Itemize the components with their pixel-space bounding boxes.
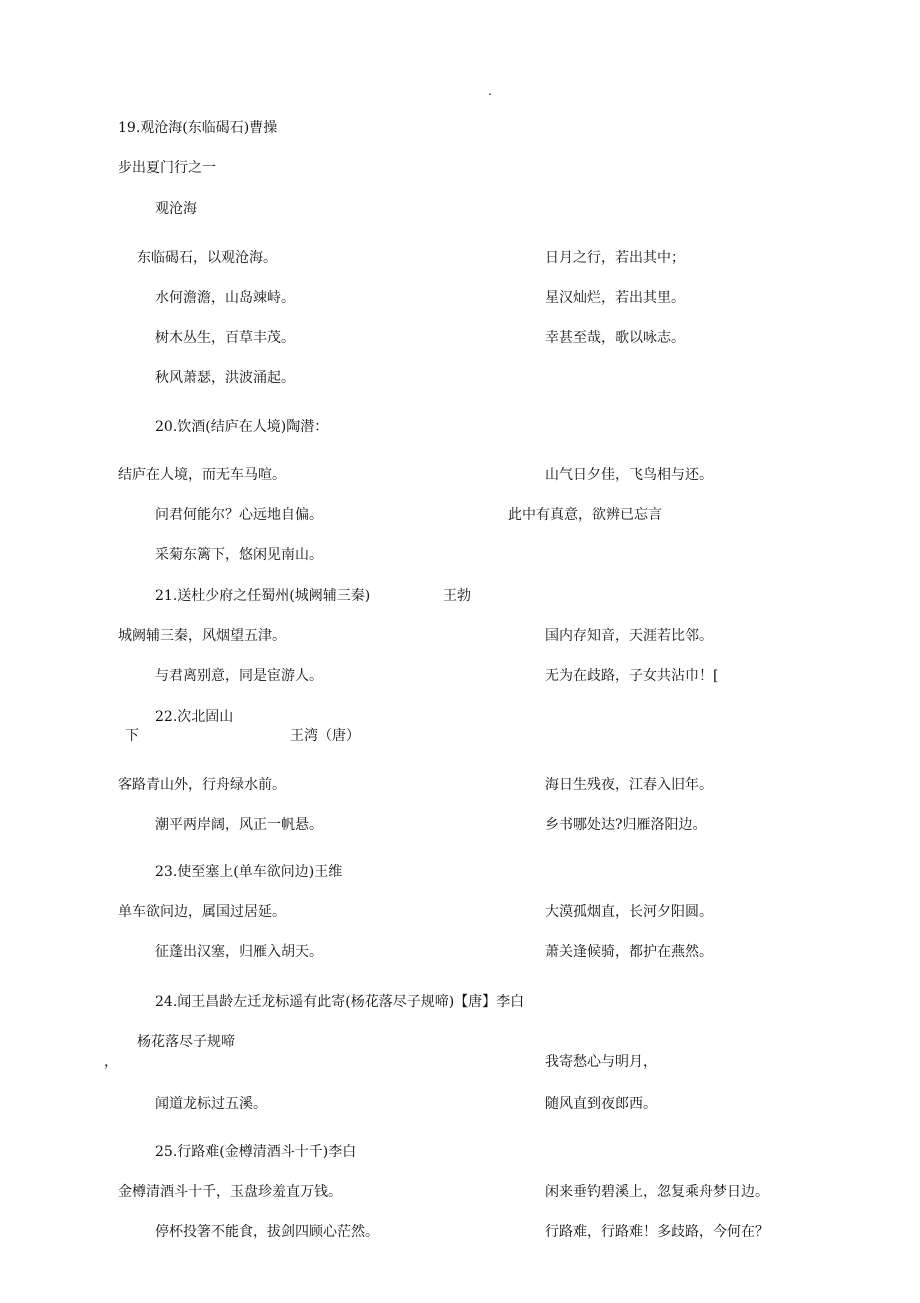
poem-24-title: 24.闻王昌龄左迁龙标遥有此寄(杨花落尽子规啼)【唐】李白 [155,994,525,1010]
poem-25-title: 25.行路难(金樽清酒斗十千)李白 [155,1144,357,1160]
poem-21-right-line-2: 无为在歧路，子女共沾巾！[ [545,668,719,684]
poem-25-left-line-2: 停杯投箸不能食，拔剑四顾心茫然。 [155,1224,379,1240]
poem-19-right-line-3: 幸甚至哉，歌以咏志。 [545,330,685,346]
poem-23-right-line-2: 萧关逢候骑，都护在燕然。 [545,944,713,960]
poem-20-left-line-3: 采菊东篱下，悠闲见南山。 [155,547,323,563]
poem-19-left-line-2: 水何澹澹，山岛竦峙。 [155,290,295,306]
poem-22-right-line-1: 海日生残夜，江春入旧年。 [545,777,713,793]
poem-19-right-line-2: 星汉灿烂，若出其里。 [545,290,685,306]
poem-21-left-line-2: 与君离别意，同是宦游人。 [155,668,323,684]
poem-19-left-line-3: 树木丛生，百草丰茂。 [155,330,295,346]
poem-24-left-comma: ， [104,1054,118,1070]
poem-19-left-line-4: 秋风萧瑟，洪波涌起。 [155,370,295,386]
poem-24-right-line-1: 我寄愁心与明月， [545,1054,657,1070]
poem-23-left-line-1: 单车欲问边，属国过居延。 [118,904,286,920]
poem-20-title: 20.饮酒(结庐在人境)陶潜： [155,419,329,435]
poem-25-right-line-2: 行路难，行路难！多歧路，今何在？ [545,1224,769,1240]
poem-19-title: 19.观沧海(东临碣石)曹操 [118,120,278,136]
poem-20-right-line-1: 山气日夕佳，飞鸟相与还。 [545,467,713,483]
poem-22-title-part-2: 下 [125,728,139,744]
poem-24-left-line-1: 杨花落尽子规啼 [137,1034,235,1050]
poem-23-right-line-1: 大漠孤烟直，长河夕阳圆。 [545,904,713,920]
poem-20-left-line-1: 结庐在人境，而无车马喧。 [118,467,286,483]
poem-19-right-line-1: 日月之行，若出其中； [545,250,685,266]
poem-22-left-line-2: 潮平两岸阔，风正一帆悬。 [155,817,323,833]
poem-22-right-line-2: 乡书哪处达?归雁洛阳边。 [545,817,707,833]
poem-24-left-line-2: 闻道龙标过五溪。 [155,1096,267,1112]
poem-19-left-line-1: 东临碣石，以观沧海。 [137,250,277,266]
poem-20-left-line-2: 问君何能尔？心远地自偏。 [155,507,323,523]
poem-21-left-line-1: 城阙辅三秦，风烟望五津。 [118,628,286,644]
poem-23-title: 23.使至塞上(单车欲问边)王维 [155,864,343,880]
poem-22-title-part-1: 22.次北固山 [155,709,234,725]
poem-23-left-line-2: 征蓬出汉塞，归雁入胡天。 [155,944,323,960]
poem-24-right-line-2: 随风直到夜郎西。 [545,1096,657,1112]
poem-25-left-line-1: 金樽清酒斗十千，玉盘珍羞直万钱。 [118,1184,342,1200]
poem-19-name: 观沧海 [155,201,197,217]
poem-21-right-line-1: 国内存知音，天涯若比邻。 [545,628,713,644]
poem-22-author: 王湾（唐） [290,728,360,744]
poem-25-right-line-1: 闲来垂钓碧溪上，忽复乘舟梦日边。 [545,1184,769,1200]
poem-22-left-line-1: 客路青山外，行舟绿水前。 [118,777,286,793]
poem-21-author: 王勃 [443,588,471,604]
header-dot: . [488,84,492,98]
poem-20-right-line-2: 此中有真意，欲辨已忘言 [508,507,662,523]
poem-19-subtitle: 步出夏门行之一 [118,160,216,176]
poem-21-title: 21.送杜少府之任蜀州(城阙辅三秦) [155,588,371,604]
